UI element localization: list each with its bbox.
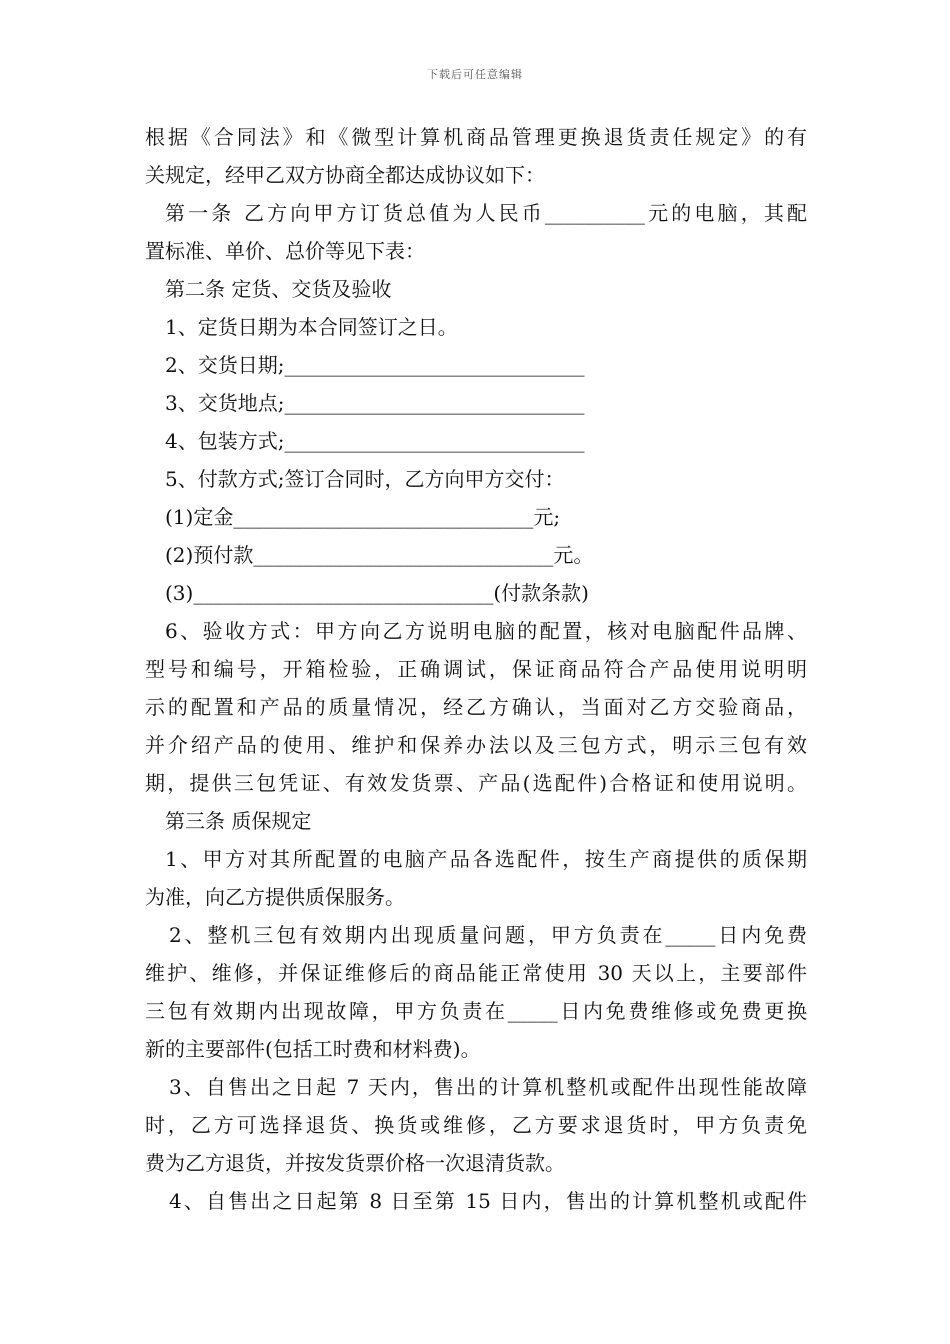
text-line: 2、整机三包有效期内出现质量问题，甲方负责在_____日内免费 xyxy=(169,923,807,947)
text-line: 型号和编号，开箱检验，正确调试，保证商品符合产品使用说明明 xyxy=(145,657,807,681)
text-line: 第三条 质保规定 xyxy=(165,809,312,833)
document-body xyxy=(145,118,807,1220)
text-line: 示的配置和产品的质量情况，经乙方确认，当面对乙方交验商品， xyxy=(145,695,807,719)
text-line: 维护、维修，并保证维修后的商品能正常使用 30 天以上，主要部件 xyxy=(145,961,807,985)
text-line: 3、交货地点;______________________________ xyxy=(165,391,585,415)
text-line: 第一条 乙方向甲方订货总值为人民币__________元的电脑，其配 xyxy=(165,201,807,225)
text-line: 时，乙方可选择退货、换货或维修，乙方要求退货时，甲方负责免 xyxy=(145,1113,807,1137)
text-line: 费为乙方退货，并按发货票价格一次退清货款。 xyxy=(145,1151,565,1175)
text-line: 置标准、单价、总价等见下表： xyxy=(145,239,425,263)
text-line: 关规定，经甲乙双方协商全都达成协议如下： xyxy=(145,163,545,187)
text-line: (3)______________________________(付款条款) xyxy=(165,581,589,605)
text-line: (2)预付款______________________________元。 xyxy=(165,543,594,567)
text-line: (1)定金______________________________元; xyxy=(165,505,561,529)
text-line: 并介绍产品的使用、维护和保养办法以及三包方式，明示三包有效 xyxy=(145,733,807,757)
text-line: 三包有效期内出现故障，甲方负责在_____日内免费维修或免费更换 xyxy=(145,999,807,1023)
page-header: 下载后可任意编辑 xyxy=(427,68,523,81)
text-line: 6、验收方式：甲方向乙方说明电脑的配置，核对电脑配件品牌、 xyxy=(165,619,807,643)
text-line: 3、自售出之日起 7 天内，售出的计算机整机或配件出现性能故障 xyxy=(169,1075,807,1099)
text-line: 1、定货日期为本合同签订之日。 xyxy=(165,315,458,339)
text-line: 1、甲方对其所配置的电脑产品各选配件，按生产商提供的质保期 xyxy=(165,847,807,871)
text-line: 期，提供三包凭证、有效发货票、产品(选配件)合格证和使用说明。 xyxy=(145,771,807,795)
text-line: 5、付款方式;签订合同时，乙方向甲方交付： xyxy=(165,467,565,491)
text-line: 根据《合同法》和《微型计算机商品管理更换退货责任规定》的有 xyxy=(145,125,807,149)
text-line: 4、包装方式;______________________________ xyxy=(165,429,585,453)
text-line: 4、自售出之日起第 8 日至第 15 日内，售出的计算机整机或配件 xyxy=(169,1189,807,1213)
text-line: 2、交货日期;______________________________ xyxy=(165,353,585,377)
text-line: 为准，向乙方提供质保服务。 xyxy=(145,885,405,909)
text-line: 第二条 定货、交货及验收 xyxy=(165,277,392,301)
text-line: 新的主要部件(包括工时费和材料费)。 xyxy=(145,1037,481,1061)
